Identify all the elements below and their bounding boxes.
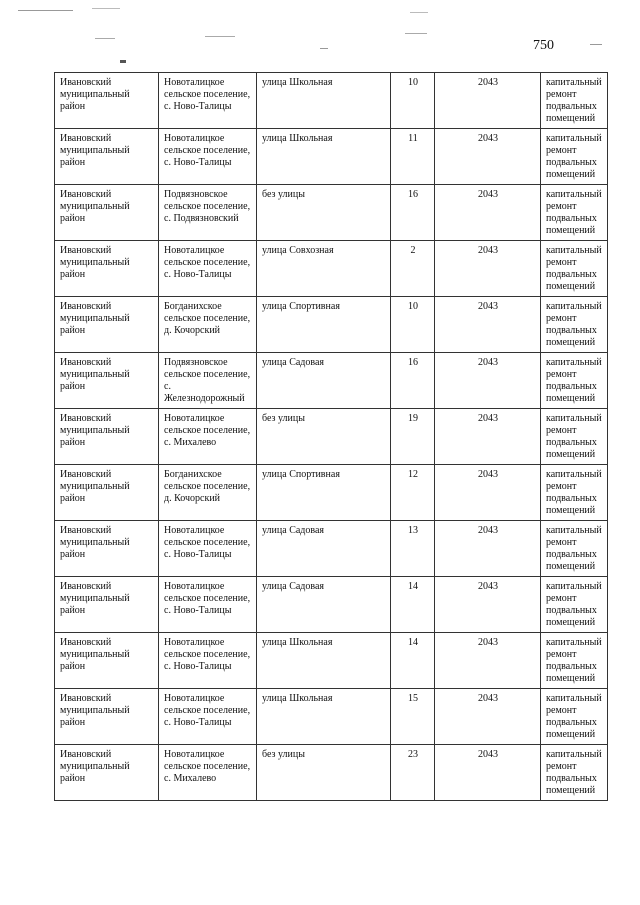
work-type-cell: капитальный ремонт подвальных помещений xyxy=(541,353,608,409)
table-row xyxy=(55,745,608,801)
house-number-cell: 11 xyxy=(391,129,435,185)
house-number-cell: 14 xyxy=(391,633,435,689)
house-number-cell: 15 xyxy=(391,689,435,745)
work-type-cell: капитальный ремонт подвальных помещений xyxy=(541,577,608,633)
year-cell: 2043 xyxy=(435,633,541,689)
district-cell: Ивановский муниципальный район xyxy=(55,465,159,521)
work-type-cell: капитальный ремонт подвальных помещений xyxy=(541,689,608,745)
house-number-cell: 16 xyxy=(391,185,435,241)
year-cell: 2043 xyxy=(435,745,541,801)
year-cell: 2043 xyxy=(435,353,541,409)
district-cell: Ивановский муниципальный район xyxy=(55,521,159,577)
work-type-cell: капитальный ремонт подвальных помещений xyxy=(541,185,608,241)
settlement-cell: Новоталицкое сельское поселение, с. Ново-Талицы xyxy=(159,577,257,633)
district-cell: Ивановский муниципальный район xyxy=(55,241,159,297)
settlement-cell: Новоталицкое сельское поселение, с. Михалево xyxy=(159,745,257,801)
house-number-cell: 14 xyxy=(391,577,435,633)
street-cell: улица Школьная xyxy=(257,129,391,185)
table-row xyxy=(55,577,608,633)
year-cell: 2043 xyxy=(435,297,541,353)
district-cell: Ивановский муниципальный район xyxy=(55,745,159,801)
work-type-cell: капитальный ремонт подвальных помещений xyxy=(541,633,608,689)
settlement-cell: Новоталицкое сельское поселение, с. Ново-Талицы xyxy=(159,521,257,577)
year-cell: 2043 xyxy=(435,409,541,465)
district-cell: Ивановский муниципальный район xyxy=(55,297,159,353)
street-cell: улица Садовая xyxy=(257,521,391,577)
street-cell: улица Садовая xyxy=(257,577,391,633)
street-cell: без улицы xyxy=(257,745,391,801)
work-type-cell: капитальный ремонт подвальных помещений xyxy=(541,129,608,185)
work-type-cell: капитальный ремонт подвальных помещений xyxy=(541,521,608,577)
house-number-cell: 23 xyxy=(391,745,435,801)
settlement-cell: Богданихское сельское поселение, д. Кочорский xyxy=(159,465,257,521)
district-cell: Ивановский муниципальный район xyxy=(55,409,159,465)
house-number-cell: 10 xyxy=(391,73,435,129)
year-cell: 2043 xyxy=(435,521,541,577)
table-row xyxy=(55,633,608,689)
scan-artifact xyxy=(405,33,427,34)
year-cell: 2043 xyxy=(435,577,541,633)
settlement-cell: Новоталицкое сельское поселение, с. Ново-Талицы xyxy=(159,633,257,689)
street-cell: без улицы xyxy=(257,409,391,465)
table-row xyxy=(55,185,608,241)
house-number-cell: 12 xyxy=(391,465,435,521)
year-cell: 2043 xyxy=(435,129,541,185)
street-cell: улица Школьная xyxy=(257,633,391,689)
house-number-cell: 10 xyxy=(391,297,435,353)
street-cell: улица Спортивная xyxy=(257,297,391,353)
district-cell: Ивановский муниципальный район xyxy=(55,353,159,409)
year-cell: 2043 xyxy=(435,241,541,297)
scan-artifact xyxy=(410,12,428,13)
scan-artifact xyxy=(320,48,328,49)
table-row xyxy=(55,297,608,353)
house-number-cell: 16 xyxy=(391,353,435,409)
year-cell: 2043 xyxy=(435,73,541,129)
table-row xyxy=(55,353,608,409)
district-cell: Ивановский муниципальный район xyxy=(55,689,159,745)
year-cell: 2043 xyxy=(435,689,541,745)
district-cell: Ивановский муниципальный район xyxy=(55,577,159,633)
settlement-cell: Новоталицкое сельское поселение, с. Ново-Талицы xyxy=(159,241,257,297)
district-cell: Ивановский муниципальный район xyxy=(55,129,159,185)
district-cell: Ивановский муниципальный район xyxy=(55,73,159,129)
district-cell: Ивановский муниципальный район xyxy=(55,185,159,241)
settlement-cell: Подвязновское сельское поселение, с. Подвязновский xyxy=(159,185,257,241)
table-row xyxy=(55,73,608,129)
table-row xyxy=(55,241,608,297)
scan-artifact xyxy=(205,36,235,37)
house-number-cell: 19 xyxy=(391,409,435,465)
district-cell: Ивановский муниципальный район xyxy=(55,633,159,689)
scan-artifact xyxy=(92,8,120,9)
work-type-cell: капитальный ремонт подвальных помещений xyxy=(541,73,608,129)
work-type-cell: капитальный ремонт подвальных помещений xyxy=(541,745,608,801)
settlement-cell: Подвязновское сельское поселение, с. Железнодорожный xyxy=(159,353,257,409)
work-type-cell: капитальный ремонт подвальных помещений xyxy=(541,241,608,297)
work-type-cell: капитальный ремонт подвальных помещений xyxy=(541,409,608,465)
table-row xyxy=(55,129,608,185)
street-cell: улица Школьная xyxy=(257,689,391,745)
year-cell: 2043 xyxy=(435,185,541,241)
settlement-cell: Богданихское сельское поселение, д. Кочорский xyxy=(159,297,257,353)
scan-artifact xyxy=(590,44,602,45)
house-number-cell: 2 xyxy=(391,241,435,297)
street-cell: без улицы xyxy=(257,185,391,241)
scan-artifact xyxy=(120,60,126,63)
settlement-cell: Новоталицкое сельское поселение, с. Ново-Талицы xyxy=(159,689,257,745)
street-cell: улица Школьная xyxy=(257,73,391,129)
street-cell: улица Садовая xyxy=(257,353,391,409)
table-row xyxy=(55,689,608,745)
table-row xyxy=(55,409,608,465)
settlement-cell: Новоталицкое сельское поселение, с. Ново-Талицы xyxy=(159,73,257,129)
page-number: 750 xyxy=(533,38,554,53)
registry-table xyxy=(54,72,608,801)
scan-artifact xyxy=(95,38,115,39)
settlement-cell: Новоталицкое сельское поселение, с. Михалево xyxy=(159,409,257,465)
scan-artifact xyxy=(18,10,73,11)
street-cell: улица Совхозная xyxy=(257,241,391,297)
work-type-cell: капитальный ремонт подвальных помещений xyxy=(541,465,608,521)
settlement-cell: Новоталицкое сельское поселение, с. Ново-Талицы xyxy=(159,129,257,185)
work-type-cell: капитальный ремонт подвальных помещений xyxy=(541,297,608,353)
house-number-cell: 13 xyxy=(391,521,435,577)
table-row xyxy=(55,521,608,577)
table-row xyxy=(55,465,608,521)
registry-table-body xyxy=(55,73,608,801)
street-cell: улица Спортивная xyxy=(257,465,391,521)
year-cell: 2043 xyxy=(435,465,541,521)
